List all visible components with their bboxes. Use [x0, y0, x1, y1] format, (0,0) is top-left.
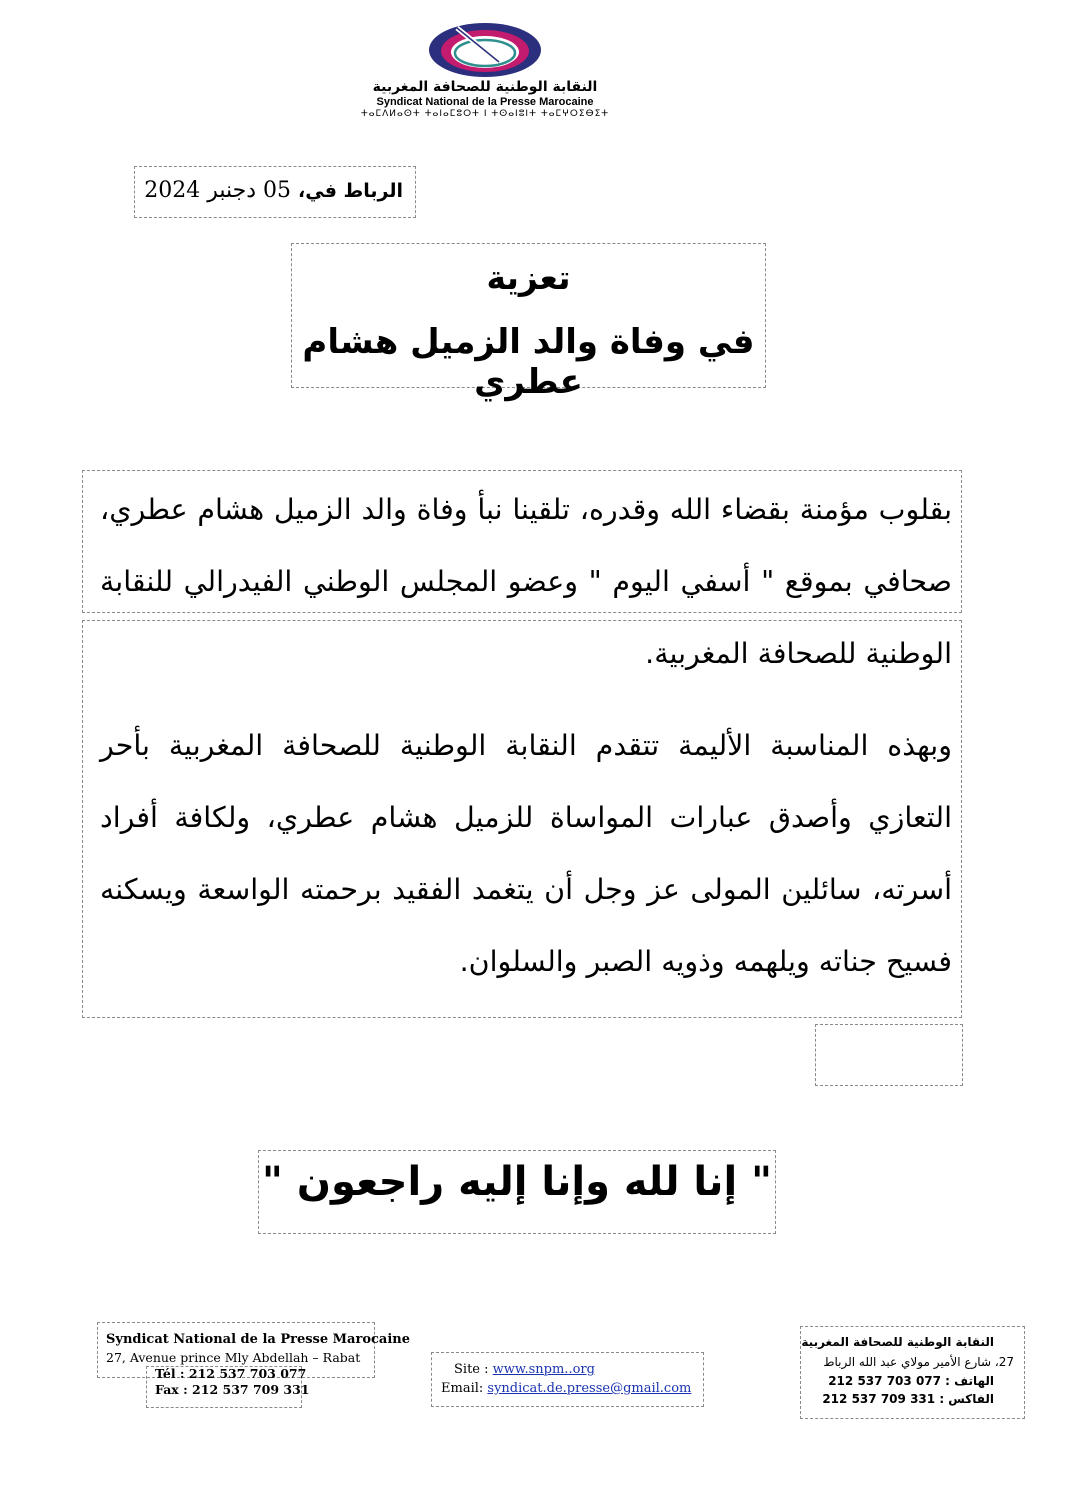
- logo-name-fr: Syndicat National de la Presse Marocaine: [376, 96, 594, 108]
- footer-left-org: Syndicat National de la Presse Marocaine: [106, 1332, 410, 1347]
- footer-email-link[interactable]: syndicat.de.presse@gmail.com: [487, 1381, 692, 1396]
- body-paragraph-2: وبهذه المناسبة الأليمة تتقدم النقابة الوطنية للصحافة المغربية بأحر التعازي وأصدق عبارات المواساة للزميل هشام عطري، ولكافة أفراد أسرته، سائلين المولى عز وجل أن يتغمد الفقيد برحمته الواسعة ويسكنه فسيح جناته ويلهمه وذويه الصبر والسلوان.: [100, 729, 952, 978]
- footer-site-line: [454, 1362, 595, 1377]
- footer-email-line: [441, 1381, 691, 1396]
- date-box: [134, 166, 416, 218]
- body-frame-bottom: [815, 1024, 963, 1086]
- footer-site-link[interactable]: www.snpm..org: [492, 1362, 595, 1377]
- page-title: تعزية: [486, 258, 571, 297]
- footer-right-org: النقابة الوطنية للصحافة المغربية: [801, 1335, 994, 1349]
- footer-right-tel: الهاتف : 077 703 537 212: [828, 1374, 994, 1388]
- quote-text: " إنا لله وإنا إليه راجعون ": [262, 1159, 772, 1205]
- logo-name-tz: ⵜⴰⵎⴷⵍⴰⵙⵜ ⵜⴰⵏⴰⵎⵓⵔⵜ ⵏ ⵜⵙⴰⵏⵓⵏⵜ ⵜⴰⵎⵖⵔⵉⴱⵉⵜ: [360, 109, 610, 119]
- footer-right-fax: الفاكس : 331 709 537 212: [822, 1392, 994, 1406]
- date-day-month: 05 دجنبر: [207, 178, 292, 203]
- date-year: 2024: [144, 178, 201, 203]
- footer-left-tel: Tél : 212 537 703 077: [155, 1366, 307, 1381]
- footer-contact-frame: [431, 1352, 704, 1407]
- logo-emblem-icon: [427, 22, 543, 78]
- footer-right-address: 27، شارع الأمير مولاي عبد الله الرباط: [823, 1355, 1014, 1369]
- body-paragraph-1: بقلوب مؤمنة بقضاء الله وقدره، تلقينا نبأ وفاة والد الزميل هشام عطري، صحافي بموقع " أسفي اليوم " وعضو المجلس الوطني الفيدرالي للنقابة الوطنية للصحافة المغربية.: [100, 493, 952, 670]
- body-text: [100, 474, 952, 998]
- title-box: [291, 243, 766, 402]
- footer-email-label: Email:: [441, 1381, 484, 1396]
- date-line: [144, 178, 403, 203]
- footer-site-label: Site :: [454, 1362, 489, 1377]
- footer-left-fax: Fax : 212 537 709 331: [155, 1382, 310, 1397]
- logo-name-ar: النقابة الوطنية للصحافة المغربية: [372, 79, 598, 95]
- date-place: الرباط في،: [298, 180, 403, 202]
- quote-box: [258, 1150, 776, 1234]
- page-subtitle: في وفاة والد الزميل هشام عطري: [302, 322, 755, 402]
- footer-left-address: 27, Avenue prince Mly Abdellah – Rabat: [106, 1350, 361, 1365]
- logo: [330, 22, 640, 122]
